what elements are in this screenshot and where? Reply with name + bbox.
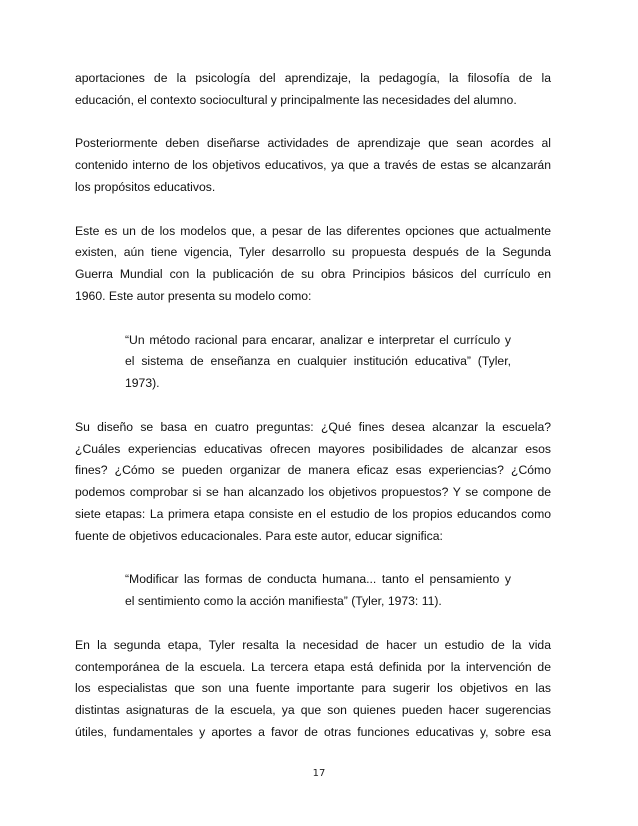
text-line: aportaciones de la psicología del aprendizaje, la pedagogía, la filosofía de la (75, 71, 551, 85)
text-line: podemos comprobar si se han alcanzado los objetivos propuestos? Y se compone de (75, 485, 551, 500)
text-line: siete etapas: La primera etapa consiste en el estudio de los propios educandos como (75, 506, 551, 521)
body-paragraph (75, 133, 551, 198)
text-line: contemporánea de la escuela. La tercera etapa está definida por la intervención de (75, 659, 551, 674)
text-line: 1960. Este autor presenta su modelo como: (75, 288, 312, 303)
text-line: “Un método racional para encarar, analizar e interpretar el currículo y (125, 332, 511, 347)
text-line: los especialistas que son una fuente importante para sugerir los objetivos en las (75, 681, 551, 696)
block-quote (125, 569, 511, 613)
body-paragraph (75, 221, 551, 308)
text-line: fines? ¿Cómo se pueden organizar de manera eficaz esas experiencias? ¿Cómo (75, 463, 551, 478)
text-line: existen, aún tiene vigencia, Tyler desarrollo su propuesta después de la Segunda (75, 245, 551, 260)
text-line: el sistema de enseñanza en cualquier institución educativa” (Tyler, (125, 354, 511, 369)
body-paragraph (75, 417, 551, 548)
text-line: Su diseño se basa en cuatro preguntas: ¿Qué fines desea alcanzar la escuela? (75, 419, 551, 434)
body-paragraph (75, 635, 551, 744)
text-line: los propósitos educativos. (75, 179, 216, 194)
text-line: el sentimiento como la acción manifiesta” (Tyler, 1973: 11). (125, 594, 442, 609)
text-line: Este es un de los modelos que, a pesar de las diferentes opciones que actualmente (75, 223, 551, 238)
text-line: Guerra Mundial con la publicación de su obra Principios básicos del currículo en (75, 267, 551, 282)
body-paragraph (75, 68, 551, 112)
text-column (75, 68, 551, 766)
text-line: útiles, fundamentales y aportes a favor de otras funciones educativas y, sobre esa (75, 724, 551, 739)
block-quote (125, 330, 511, 395)
page-number: 17 (312, 768, 326, 779)
text-line: fuente de objetivos educacionales. Para este autor, educar significa: (75, 528, 443, 543)
text-line: 1973). (125, 376, 160, 391)
text-line: distintas asignaturas de la escuela, ya que son quienes pueden hacer sugerencias (75, 703, 551, 718)
text-line: contenido interno de los objetivos educativos, ya que a través de estas se alcanzarán (75, 158, 551, 173)
text-line: Posteriormente deben diseñarse actividades de aprendizaje que sean acordes al (75, 136, 551, 151)
text-line: educación, el contexto sociocultural y principalmente las necesidades del alumno. (75, 92, 517, 107)
text-line: En la segunda etapa, Tyler resalta la necesidad de hacer un estudio de la vida (75, 637, 551, 652)
text-line: ¿Cuáles experiencias educativas ofrecen mayores posibilidades de alcanzar esos (75, 441, 551, 456)
text-line: “Modificar las formas de conducta humana... tanto el pensamiento y (125, 572, 511, 587)
